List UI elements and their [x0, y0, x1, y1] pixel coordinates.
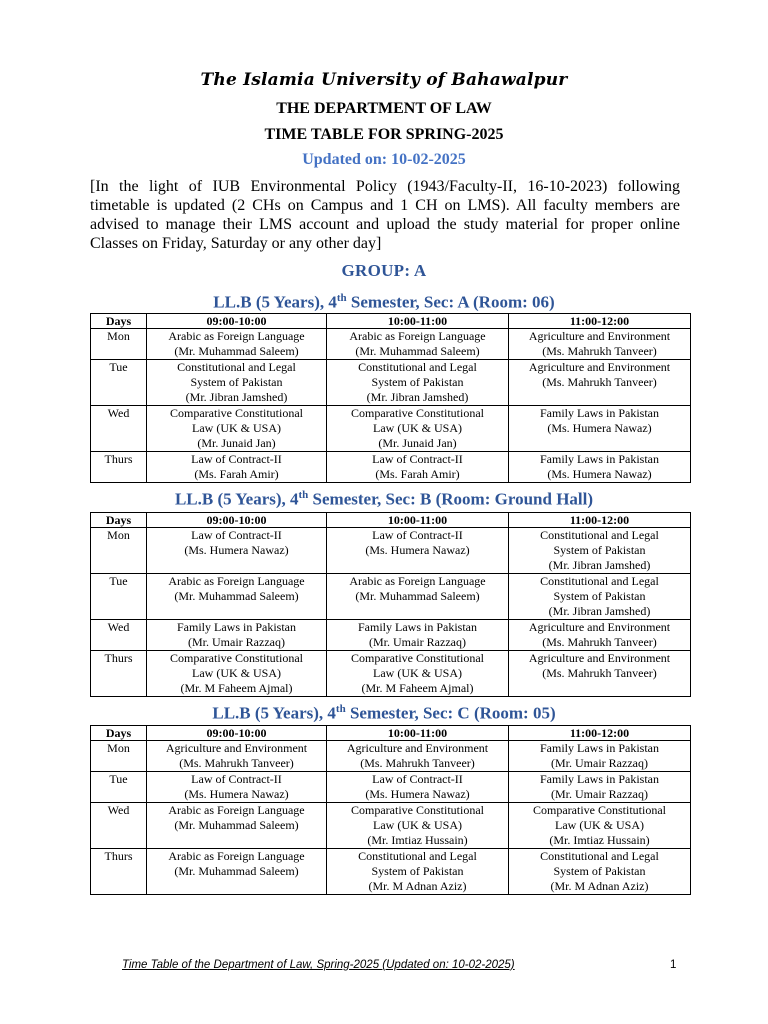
class-cell-line: Law of Contract-II — [372, 452, 463, 466]
timetable-title: TIME TABLE FOR SPRING-2025 — [264, 126, 504, 143]
class-cell-line: System of Pakistan — [553, 589, 646, 603]
class-cell — [327, 574, 509, 620]
footer-text: Time Table of the Department of Law, Spring-2025 (Updated on: 10-02-2025) — [122, 959, 515, 971]
class-cell-line: (Mr. Muhammad Saleem) — [174, 818, 299, 832]
class-cell — [147, 452, 327, 483]
class-cell — [327, 620, 509, 651]
table-row — [91, 651, 691, 697]
class-cell-line: (Ms. Humera Nawaz) — [184, 543, 289, 557]
class-cell-line: (Ms. Humera Nawaz) — [365, 787, 470, 801]
class-cell — [327, 849, 509, 895]
class-cell-line: Constitutional and Legal — [540, 849, 659, 863]
class-cell-line: Comparative Constitutional — [170, 651, 303, 665]
column-header: 10:00-11:00 — [327, 513, 509, 528]
class-cell — [147, 620, 327, 651]
updated-date: Updated on: 10-02-2025 — [302, 151, 466, 168]
column-header: 10:00-11:00 — [327, 314, 509, 329]
table-row — [91, 574, 691, 620]
class-cell-line: (Mr. Imtiaz Hussain) — [367, 833, 468, 847]
class-cell-line: Agriculture and Environment — [528, 329, 671, 343]
class-cell-line: (Ms. Mahrukh Tanveer) — [360, 756, 475, 770]
class-cell-line: Law (UK & USA) — [373, 666, 462, 680]
column-header: 11:00-12:00 — [509, 726, 691, 741]
class-cell-line: (Mr. Junaid Jan) — [378, 436, 457, 450]
class-cell-line: (Mr. Muhammad Saleem) — [174, 589, 299, 603]
section-heading-sup: th — [335, 703, 346, 715]
table-row — [91, 452, 691, 483]
class-cell — [509, 741, 691, 772]
class-cell — [147, 772, 327, 803]
column-header: 11:00-12:00 — [509, 513, 691, 528]
table-row — [91, 772, 691, 803]
class-cell-line: Arabic as Foreign Language — [168, 849, 305, 863]
university-name: The Islamia University of Bahawalpur — [200, 70, 568, 90]
section-heading — [0, 489, 768, 510]
group-heading: GROUP: A — [341, 261, 427, 280]
section-heading — [0, 703, 768, 724]
class-cell-line: (Mr. Umair Razzaq) — [551, 756, 648, 770]
class-cell-line: Family Laws in Pakistan — [540, 772, 659, 786]
class-cell — [147, 574, 327, 620]
class-cell — [509, 772, 691, 803]
class-cell-line: Family Laws in Pakistan — [540, 406, 659, 420]
page-number: 1 — [670, 959, 677, 971]
class-cell-line: System of Pakistan — [553, 864, 646, 878]
class-cell-line: (Ms. Humera Nawaz) — [365, 543, 470, 557]
class-cell-line: (Mr. Muhammad Saleem) — [355, 589, 480, 603]
class-cell — [509, 803, 691, 849]
day-cell: Mon — [91, 329, 147, 360]
table-row — [91, 360, 691, 406]
class-cell-line: (Ms. Mahrukh Tanveer) — [179, 756, 294, 770]
class-cell — [327, 406, 509, 452]
column-header: 10:00-11:00 — [327, 726, 509, 741]
timetable-table — [90, 313, 691, 483]
section-heading-text: LL.B (5 Years), 4 — [174, 489, 299, 509]
section-heading-text: Semester, Sec: B (Room: Ground Hall) — [308, 489, 594, 509]
class-cell-line: Law (UK & USA) — [192, 666, 281, 680]
class-cell — [327, 651, 509, 697]
class-cell — [147, 528, 327, 574]
class-cell-line: System of Pakistan — [553, 543, 646, 557]
class-cell — [509, 528, 691, 574]
class-cell — [509, 329, 691, 360]
column-header: Days — [91, 513, 147, 528]
day-cell: Tue — [91, 574, 147, 620]
class-cell-line: (Ms. Mahrukh Tanveer) — [542, 666, 657, 680]
class-cell — [509, 406, 691, 452]
table-row — [91, 406, 691, 452]
section-heading-text: LL.B (5 Years), 4 — [213, 292, 337, 312]
class-cell-line: Constitutional and Legal — [358, 849, 477, 863]
class-cell-line: Arabic as Foreign Language — [168, 803, 305, 817]
class-cell-line: (Ms. Humera Nawaz) — [184, 787, 289, 801]
class-cell — [147, 803, 327, 849]
class-cell-line: System of Pakistan — [190, 375, 283, 389]
class-cell-line: (Mr. Jibran Jamshed) — [185, 390, 288, 404]
day-cell: Mon — [91, 741, 147, 772]
class-cell-line: Agriculture and Environment — [528, 620, 671, 634]
class-cell — [327, 360, 509, 406]
class-cell-line: Comparative Constitutional — [170, 406, 303, 420]
section-heading-sup: th — [336, 292, 347, 304]
class-cell-line: (Mr. Umair Razzaq) — [551, 787, 648, 801]
section-heading-text: Semester, Sec: A (Room: 06) — [346, 292, 555, 312]
class-cell — [327, 329, 509, 360]
class-cell — [327, 803, 509, 849]
table-header-row — [91, 314, 691, 329]
class-cell-line: (Ms. Mahrukh Tanveer) — [542, 344, 657, 358]
class-cell-line: Law (UK & USA) — [192, 421, 281, 435]
class-cell-line: Law of Contract-II — [191, 528, 282, 542]
class-cell-line: (Mr. Jibran Jamshed) — [366, 390, 469, 404]
class-cell-line: Comparative Constitutional — [351, 803, 484, 817]
class-cell-line: (Ms. Farah Amir) — [375, 467, 460, 481]
class-cell — [147, 360, 327, 406]
day-cell: Wed — [91, 406, 147, 452]
class-cell-line: (Mr. Muhammad Saleem) — [355, 344, 480, 358]
class-cell-line: (Ms. Humera Nawaz) — [547, 421, 652, 435]
class-cell — [327, 741, 509, 772]
class-cell-line: Constitutional and Legal — [177, 360, 296, 374]
class-cell-line: (Mr. M Faheem Ajmal) — [180, 681, 293, 695]
class-cell-line: (Mr. M Adnan Aziz) — [550, 879, 649, 893]
class-cell-line: (Mr. M Adnan Aziz) — [368, 879, 467, 893]
class-cell-line: (Ms. Farah Amir) — [194, 467, 279, 481]
section-heading — [0, 292, 768, 313]
section-heading-sup: th — [298, 489, 309, 501]
class-cell — [509, 452, 691, 483]
class-cell-line: Constitutional and Legal — [540, 528, 659, 542]
column-header: Days — [91, 726, 147, 741]
class-cell-line: Family Laws in Pakistan — [358, 620, 477, 634]
class-cell-line: (Mr. Jibran Jamshed) — [548, 558, 651, 572]
class-cell — [327, 528, 509, 574]
class-cell — [509, 849, 691, 895]
class-cell — [147, 406, 327, 452]
timetable-table — [90, 725, 691, 895]
class-cell-line: Agriculture and Environment — [346, 741, 489, 755]
day-cell: Tue — [91, 360, 147, 406]
class-cell — [509, 360, 691, 406]
class-cell-line: Law (UK & USA) — [373, 421, 462, 435]
class-cell-line: Arabic as Foreign Language — [168, 329, 305, 343]
column-header: 11:00-12:00 — [509, 314, 691, 329]
day-cell: Mon — [91, 528, 147, 574]
class-cell-line: Constitutional and Legal — [358, 360, 477, 374]
department-title: THE DEPARTMENT OF LAW — [276, 100, 492, 117]
class-cell-line: System of Pakistan — [371, 375, 464, 389]
table-row — [91, 741, 691, 772]
table-row — [91, 803, 691, 849]
timetable-table — [90, 512, 691, 697]
section-heading-text: LL.B (5 Years), 4 — [212, 703, 336, 723]
class-cell-line: Law of Contract-II — [191, 772, 282, 786]
class-cell-line: Law of Contract-II — [191, 452, 282, 466]
section-heading-text: Semester, Sec: C (Room: 05) — [345, 703, 556, 723]
class-cell-line: (Mr. Umair Razzaq) — [188, 635, 285, 649]
class-cell-line: (Ms. Mahrukh Tanveer) — [542, 635, 657, 649]
class-cell-line: (Ms. Humera Nawaz) — [547, 467, 652, 481]
class-cell-line: Family Laws in Pakistan — [540, 741, 659, 755]
class-cell-line: (Mr. Muhammad Saleem) — [174, 864, 299, 878]
class-cell-line: Comparative Constitutional — [533, 803, 666, 817]
class-cell-line: (Mr. Muhammad Saleem) — [174, 344, 299, 358]
table-row — [91, 849, 691, 895]
table-header-row — [91, 513, 691, 528]
class-cell — [509, 574, 691, 620]
class-cell-line: (Mr. Jibran Jamshed) — [548, 604, 651, 618]
class-cell-line: Agriculture and Environment — [528, 651, 671, 665]
class-cell-line: Agriculture and Environment — [528, 360, 671, 374]
column-header: 09:00-10:00 — [147, 513, 327, 528]
class-cell-line: (Mr. M Faheem Ajmal) — [361, 681, 474, 695]
day-cell: Thurs — [91, 651, 147, 697]
class-cell — [147, 741, 327, 772]
column-header: Days — [91, 314, 147, 329]
table-row — [91, 620, 691, 651]
class-cell-line: Agriculture and Environment — [165, 741, 308, 755]
class-cell-line: Law (UK & USA) — [555, 818, 644, 832]
day-cell: Thurs — [91, 452, 147, 483]
class-cell — [147, 849, 327, 895]
class-cell-line: Family Laws in Pakistan — [540, 452, 659, 466]
column-header: 09:00-10:00 — [147, 726, 327, 741]
policy-note: [In the light of IUB Environmental Policy (1943/Faculty-II, 16-10-2023) following timetable is updated (2 CHs on Campus and 1 CH on LMS). All faculty members are advised to manage their LMS account and upload the study material for proper online Classes on Friday, Saturday or any other day] — [90, 178, 680, 252]
column-header: 09:00-10:00 — [147, 314, 327, 329]
class-cell-line: (Mr. Umair Razzaq) — [369, 635, 466, 649]
table-row — [91, 329, 691, 360]
class-cell-line: (Mr. Junaid Jan) — [197, 436, 276, 450]
class-cell-line: Arabic as Foreign Language — [349, 329, 486, 343]
day-cell: Wed — [91, 620, 147, 651]
table-row — [91, 528, 691, 574]
class-cell — [147, 651, 327, 697]
day-cell: Wed — [91, 803, 147, 849]
day-cell: Tue — [91, 772, 147, 803]
class-cell-line: (Ms. Mahrukh Tanveer) — [542, 375, 657, 389]
class-cell — [147, 329, 327, 360]
class-cell-line: Arabic as Foreign Language — [168, 574, 305, 588]
class-cell — [327, 452, 509, 483]
class-cell-line: Law of Contract-II — [372, 528, 463, 542]
class-cell-line: Comparative Constitutional — [351, 406, 484, 420]
class-cell-line: Constitutional and Legal — [540, 574, 659, 588]
class-cell — [327, 772, 509, 803]
class-cell — [509, 651, 691, 697]
class-cell-line: System of Pakistan — [371, 864, 464, 878]
class-cell-line: Arabic as Foreign Language — [349, 574, 486, 588]
day-cell: Thurs — [91, 849, 147, 895]
class-cell-line: Family Laws in Pakistan — [177, 620, 296, 634]
class-cell-line: Law (UK & USA) — [373, 818, 462, 832]
table-header-row — [91, 726, 691, 741]
class-cell-line: Comparative Constitutional — [351, 651, 484, 665]
class-cell-line: (Mr. Imtiaz Hussain) — [549, 833, 650, 847]
class-cell — [509, 620, 691, 651]
class-cell-line: Law of Contract-II — [372, 772, 463, 786]
